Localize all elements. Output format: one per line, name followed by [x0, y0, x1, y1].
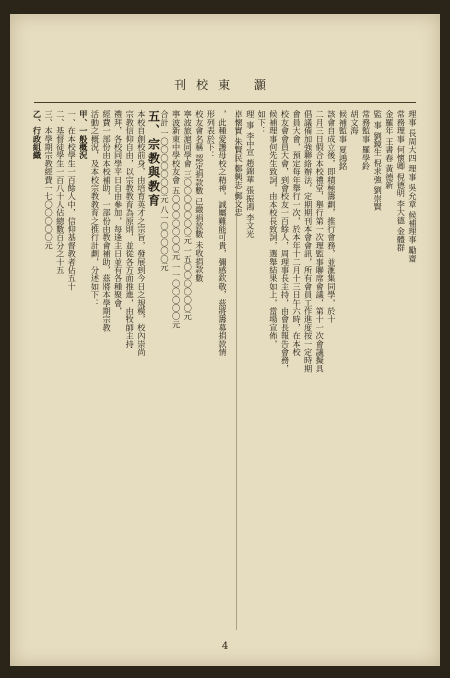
text-line: 如下： — [257, 110, 268, 135]
subheading-general: 甲、一般概況 — [78, 110, 89, 160]
text-line: 寧波旅滬同學會 三〇〇〇〇〇〇〇元 一五〇〇〇〇〇〇元 — [183, 110, 194, 321]
page-number: 4 — [221, 641, 229, 652]
text-line: 該會自成立後，即積極籌劃，推行會務，並滙集同學，於十 — [326, 110, 337, 324]
text-line: 候補監事 夏鴻銘 — [338, 110, 349, 171]
text-line: 禮拜，各校同學平日自由參加，每逢主日並有各種聚會， — [113, 110, 124, 315]
text-line: 宗教信仰自由，以宗教教育為原則，並從各方面推進，由牧師主持 — [125, 110, 136, 348]
text-line: 二、基督徒學生一百八十人佔總數百分之十五 — [55, 110, 66, 274]
text-line: 胡文海 — [350, 110, 361, 135]
section-heading-religion-education: 五、宗教與教育 — [146, 110, 161, 208]
text-line: 形列表於下： — [206, 110, 217, 160]
text-line: 合計 一〇〇〇〇〇〇〇元 八一〇〇〇〇〇元 — [160, 110, 171, 272]
masthead-title: 刊校東 灝 — [174, 78, 276, 92]
text-line: 卓懷實 朱賢民 鄭興志 郵文忠 — [234, 110, 245, 217]
text-line: 監 事 劉鏡生 倪求強 劉崇賢 — [373, 110, 384, 211]
text-line: 倡議備加強聯絡辦法，定期期刊本會會訊，所有會員工作進度按一定時期 — [303, 110, 314, 373]
text-line: ，此種愛護母校之精神，誠屬難能可貴，彌感欽敬，茲將籌募捐款情 — [218, 110, 228, 356]
masthead-rule — [34, 102, 416, 103]
right-column-text — [232, 110, 418, 630]
text-line: 本校自創校前身，由培育英才之宗旨，發展到今日之規模，校內崇尚 — [136, 110, 147, 356]
newspaper-page — [10, 14, 440, 666]
subheading-administration: 乙、行政組織 — [32, 110, 43, 160]
text-line: 會員大會，預定每年舉行一次，於本年十二月十三日午六時，在本校 — [292, 110, 303, 356]
text-line: 活動之概況，及本校宗教教育之推行計劃，分述如下： — [90, 110, 101, 307]
text-line: 金羅年 王書春 黃德新 — [384, 110, 395, 190]
text-line: 寧波新東中學校友會 五〇〇〇〇〇〇〇元 一一〇〇〇〇〇元 — [171, 110, 182, 329]
text-line: 理事 長周大四 理事 吳允章 候補理事 勵齋 — [408, 110, 418, 263]
text-line: 校友會名稱 認定捐款數 已繳捐款數 未收捐款數 — [194, 110, 205, 282]
text-line: 經費一部份由本校補助，一部份由教會補助，茲將本學期宗教 — [102, 110, 113, 332]
masthead — [10, 74, 440, 96]
text-line: 三、本學期宗教經費一七〇〇〇〇〇元 — [44, 110, 55, 250]
left-column-text — [32, 110, 228, 630]
text-line: 校友會會員大會，到會校友一百餘人，周理事長主持，由會長報告會務， — [280, 110, 291, 373]
text-line — [232, 110, 233, 630]
text-line: 常務監事 羅學鈴 — [361, 110, 372, 171]
text-line: 理 事 李中宣 趙錦華 張振鴻 李文光 — [245, 110, 256, 238]
column-divider — [236, 110, 237, 630]
article-body — [32, 110, 418, 626]
text-line: 二月三日假合本校禮堂，舉行第一次理監事聯席會議，第十一次會議擬具 — [315, 110, 326, 373]
text-line: 常務理事 何懷卿 倪德明 李大德 金體群 — [396, 110, 407, 252]
text-line: 一、在本校學生一百餘人中，信仰基督教者佔五十 — [67, 110, 78, 291]
text-line: 候補理事何先生致詞，由本校長致詞，選舉結果如上，當場宣佈， — [268, 110, 279, 348]
